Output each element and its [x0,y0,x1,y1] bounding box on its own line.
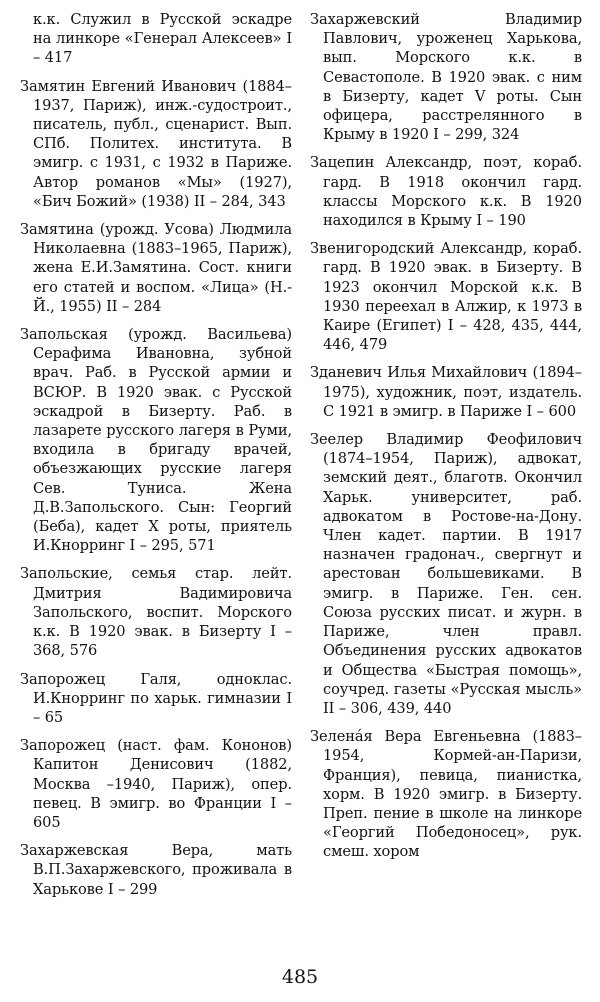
index-entry: Захаржевский Владимир Павлович, уроженец Харькова, вып. Морского к.к. в Севастополе. В 1920 эвак. с ним в Бизерту, кадет V роты. Сын офицера, расстрелянного в Крыму в 1920 I – 299, 324 [310,11,582,144]
index-entry: Замятин Евгений Иванович (1884–1937, Париж), инж.-судостроит., писатель, публ., сценарист. Вып. СПб. Политех. института. В эмигр. с 1931, с 1932 в Париже. Автор романов «Мы» (1927), «Бич Божий» (1938) II – 284, 343 [20,77,292,210]
index-entry: Зданевич Илья Михайлович (1894–1975), художник, поэт, издатель. С 1921 в эмигр. в Париже I – 600 [310,364,582,420]
index-entry: Запорожец Галя, одноклас. И.Кнорринг по харьк. гимназии I – 65 [20,670,292,726]
index-entry: Замятина (урожд. Усова) Людмила Николаевна (1883–1965, Париж), жена Е.И.Замятина. Сост. книги его статей и воспом. «Лица» (Н.-Й., 1955) II – 284 [20,221,292,315]
index-entry: Запольская (урожд. Васильева) Серафима Ивановна, зубной врач. Раб. в Русской армии и ВСЮР. В 1920 эвак. с Русской эскадрой в Бизерту. Раб. в лазарете русского лагеря в Руми, входила в бригаду врачей, объезжающих русские лагеря Сев. Туниса. Жена Д.В.Запольского. Сын: Георгий (Беба), кадет X роты, приятель И.Кнорринг I – 295, 571 [20,326,292,555]
left-column [20,10,292,908]
index-entry: к.к. Служил в Русской эскадре на линкоре «Генерал Алексеев» I – 417 [33,11,292,67]
index-entry: Захаржевская Вера, мать В.П.Захаржевского, проживала в Харькове I – 299 [20,842,292,898]
index-entry: Зацепин Александр, поэт, кораб. гард. В 1918 окончил гард. классы Морского к.к. В 1920 находился в Крыму I – 190 [310,154,582,230]
index-entry: Запольские, семья стар. лейт. Дмитрия Вадимировича Запольского, воспит. Морского к.к. В 1920 эвак. в Бизерту I – 368, 576 [20,565,292,660]
index-entry: Зеленáя Вера Евгеньевна (1883–1954, Кормей-ан-Паризи, Франция), певица, пианистка, хорм. В 1920 эмигр. в Бизерту. Преп. пение в школе на линкоре «Георгий Победоносец», рук. смеш. хором [310,728,582,861]
index-entry: Запорожец (наст. фам. Кононов) Капитон Денисович (1882, Москва –1940, Париж), опер. певец. В эмигр. во Франции I – 605 [20,737,292,831]
index-entry: Звенигородский Александр, кораб. гард. В 1920 эвак. в Бизерту. В 1923 окончил Морской к.к. В 1930 переехал в Алжир, к 1973 в Каире (Египет) I – 428, 435, 444, 446, 479 [310,240,582,354]
index-entry: Зеелер Владимир Феофилович (1874–1954, Париж), адвокат, земский деят., благотв. Окончил Харьк. университет, раб. адвокатом в Ростове-на-Дону. Член кадет. партии. В 1917 назначен градонач., свергнут и арестован большевиками. В эмигр. в Париже. Ген. сен. Союза русских писат. и журн. в Париже, член правл. Объединения русских адвокатов и Общества «Быстрая помощь», соучред. газеты «Русская мысль» II – 306, 439, 440 [310,431,582,717]
right-column [310,10,582,871]
page-number: 485 [281,966,319,988]
